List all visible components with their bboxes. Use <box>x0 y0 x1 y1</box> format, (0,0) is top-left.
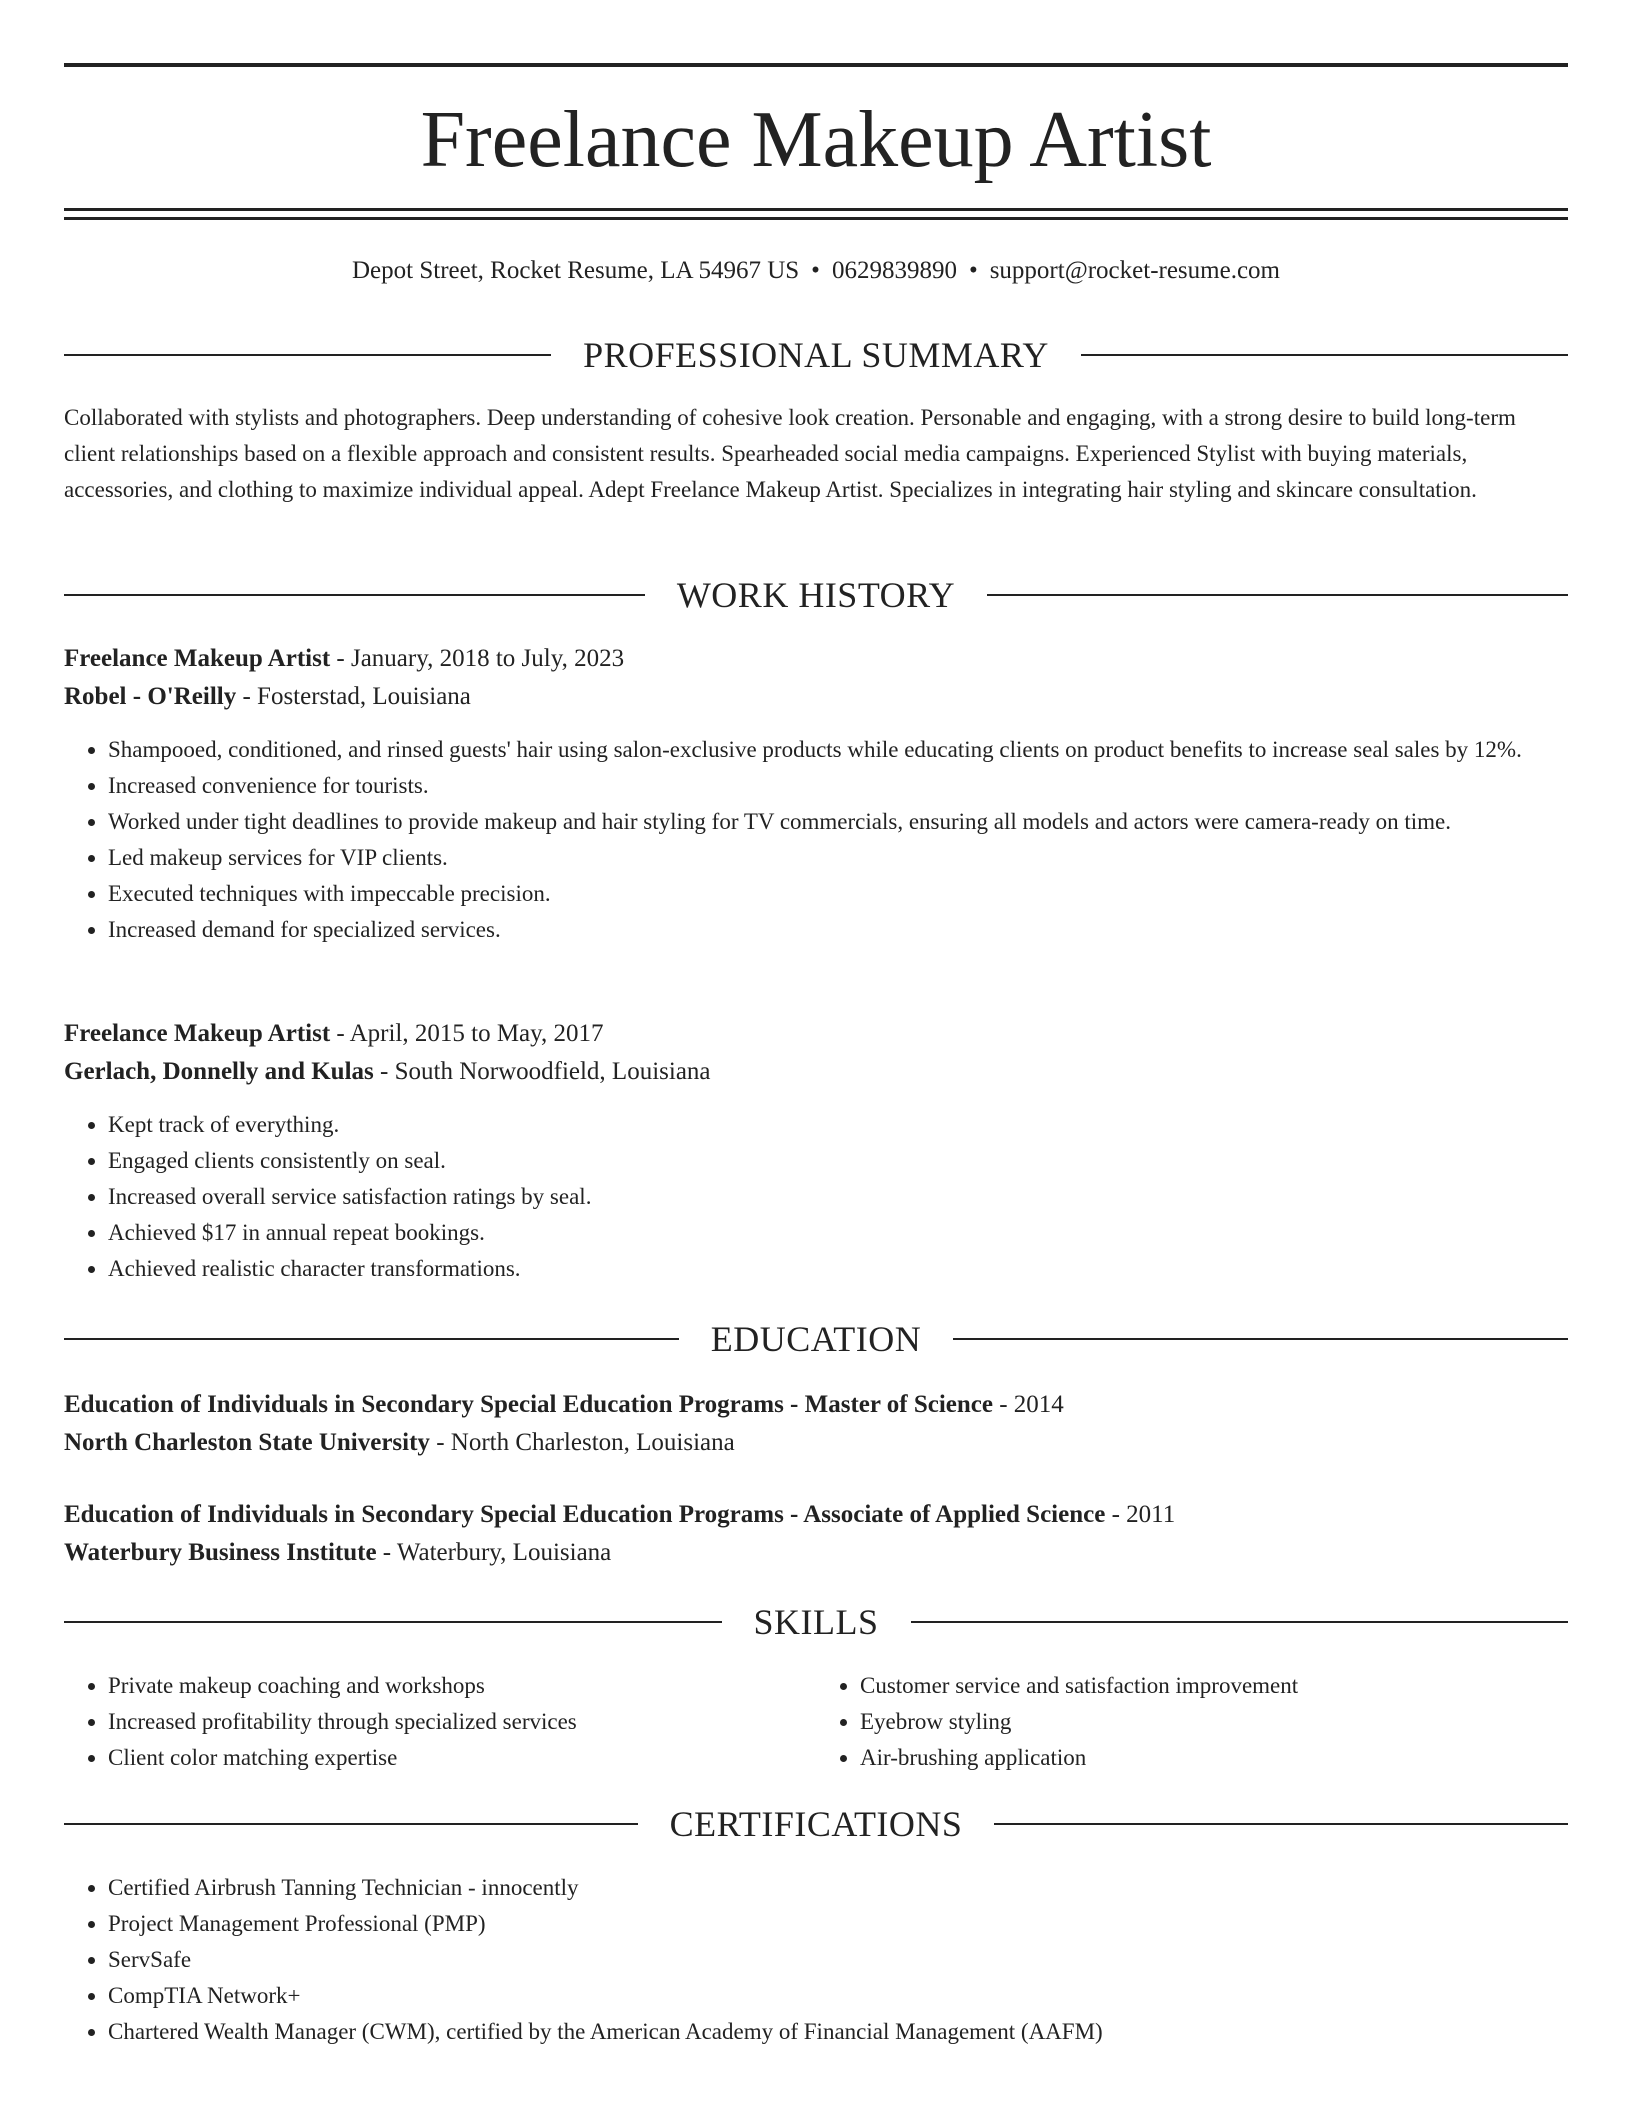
list-item: • Led makeup services for VIP clients. <box>108 840 1568 876</box>
skills-column-left <box>64 1668 816 1776</box>
job-bullets <box>64 1107 1568 1287</box>
degree-title: Education of Individuals in Secondary Special Education Programs - Associate of Applied Science <box>64 1501 1106 1528</box>
education-heading <box>64 1317 1568 1361</box>
skills-list <box>64 1668 1568 1776</box>
degree-line <box>64 1386 1568 1424</box>
contact-separator: • <box>968 257 978 284</box>
list-item: • Increased convenience for tourists. <box>108 768 1568 804</box>
list-item: • Achieved $17 in annual repeat bookings. <box>108 1215 1568 1251</box>
section-title: WORK HISTORY <box>676 575 956 615</box>
job-title: Freelance Makeup Artist <box>64 1020 331 1047</box>
job-title-line <box>64 640 1568 678</box>
heading-rule-left <box>64 1621 722 1623</box>
skill-item: • Customer service and satisfaction improvement <box>860 1668 1568 1704</box>
certifications-bullets <box>64 1870 1568 2050</box>
skill-item: • Client color matching expertise <box>108 1740 816 1776</box>
job-company-line <box>64 1053 1568 1091</box>
top-rule <box>64 63 1568 67</box>
contact-line <box>64 254 1568 288</box>
summary-text: Collaborated with stylists and photographers. Deep understanding of cohesive look creation. Personable and engaging, with a strong desire to build long-term client relationships based on a flexible approach and consistent results. Spearheaded social media campaigns. Experienced Stylist with buying materials, accessories, and clothing to maximize individual appeal. Adept Freelance Makeup Artist. Specializes in integrating hair styling and skincare consultation. <box>64 405 1516 502</box>
contact-separator: • <box>811 257 820 284</box>
heading-rule-left <box>64 1823 638 1825</box>
heading-rule-right <box>994 1823 1568 1825</box>
skills-heading <box>64 1600 1568 1644</box>
certification-item: • Project Management Professional (PMP) <box>108 1906 1568 1942</box>
job-company-line <box>64 678 1568 716</box>
contact-phone: 0629839890 <box>831 257 957 284</box>
education-entry-2 <box>64 1496 1568 1572</box>
summary-block <box>64 400 1568 508</box>
education-entry-1 <box>64 1386 1568 1462</box>
school-name: North Charleston State University <box>64 1429 430 1456</box>
list-item: • Executed techniques with impeccable precision. <box>108 876 1568 912</box>
certification-item: • ServSafe <box>108 1942 1568 1978</box>
summary-heading <box>64 333 1568 377</box>
school-name: Waterbury Business Institute <box>64 1539 377 1566</box>
job-entry-2 <box>64 1015 1568 1287</box>
job-location: - South Norwoodfield, Louisiana <box>373 1058 711 1085</box>
certification-item: • Certified Airbrush Tanning Technician - innocently <box>108 1870 1568 1906</box>
degree-title: Education of Individuals in Secondary Special Education Programs - Master of Science <box>64 1391 993 1418</box>
list-item: • Increased demand for specialized services. <box>108 912 1568 948</box>
school-line <box>64 1424 1568 1462</box>
list-item: • Kept track of everything. <box>108 1107 1568 1143</box>
heading-rule-left <box>64 1338 679 1340</box>
heading-rule-right <box>987 594 1568 596</box>
skill-item: • Increased profitability through specialized services <box>108 1704 816 1740</box>
school-line <box>64 1534 1568 1572</box>
list-item: • Shampooed, conditioned, and rinsed guests' hair using salon-exclusive products while educating clients on product benefits to increase seal sales by 12%. <box>108 732 1568 768</box>
resume-title: Freelance Makeup Artist <box>420 96 1212 184</box>
job-title: Freelance Makeup Artist <box>64 645 331 672</box>
job-dates: - January, 2018 to July, 2023 <box>330 645 625 672</box>
list-item: • Worked under tight deadlines to provide makeup and hair styling for TV commercials, ensuring all models and actors were camera-ready on time. <box>108 804 1568 840</box>
heading-rule-left <box>64 594 645 596</box>
degree-year: - 2014 <box>992 1391 1064 1418</box>
section-title: PROFESSIONAL SUMMARY <box>583 335 1049 375</box>
heading-rule-right <box>953 1338 1568 1340</box>
certifications-heading <box>64 1802 1568 1846</box>
skills-column-right <box>816 1668 1568 1776</box>
job-entry-1 <box>64 640 1568 948</box>
title-double-rule <box>64 208 1568 220</box>
job-bullets <box>64 732 1568 948</box>
certifications-block <box>64 1870 1568 2050</box>
certification-item: • CompTIA Network+ <box>108 1978 1568 2014</box>
section-title: EDUCATION <box>710 1319 922 1359</box>
job-title-line <box>64 1015 1568 1053</box>
heading-rule-left <box>64 354 551 356</box>
skills-bullets <box>64 1668 816 1776</box>
heading-rule-right <box>1081 354 1568 356</box>
work-heading <box>64 573 1568 617</box>
section-title: SKILLS <box>753 1602 879 1642</box>
job-dates: - April, 2015 to May, 2017 <box>330 1020 604 1047</box>
list-item: • Engaged clients consistently on seal. <box>108 1143 1568 1179</box>
skills-bullets <box>816 1668 1568 1776</box>
skill-item: • Air-brushing application <box>860 1740 1568 1776</box>
certification-item: • Chartered Wealth Manager (CWM), certified by the American Academy of Financial Management (AAFM) <box>108 2014 1568 2050</box>
job-company: Robel - O'Reilly <box>64 683 237 710</box>
contact-address: Depot Street, Rocket Resume, LA 54967 US <box>352 257 800 284</box>
job-company: Gerlach, Donnelly and Kulas <box>64 1058 374 1085</box>
list-item: • Increased overall service satisfaction ratings by seal. <box>108 1179 1568 1215</box>
job-location: - Fosterstad, Louisiana <box>236 683 471 710</box>
list-item: • Achieved realistic character transformations. <box>108 1251 1568 1287</box>
contact-email: support@rocket-resume.com <box>989 257 1280 284</box>
heading-rule-right <box>911 1621 1569 1623</box>
skill-item: • Private makeup coaching and workshops <box>108 1668 816 1704</box>
section-title: CERTIFICATIONS <box>669 1804 963 1844</box>
degree-line <box>64 1496 1568 1534</box>
degree-year: - 2011 <box>1105 1501 1176 1528</box>
school-location: - Waterbury, Louisiana <box>376 1539 612 1566</box>
school-location: - North Charleston, Louisiana <box>429 1429 735 1456</box>
skill-item: • Eyebrow styling <box>860 1704 1568 1740</box>
